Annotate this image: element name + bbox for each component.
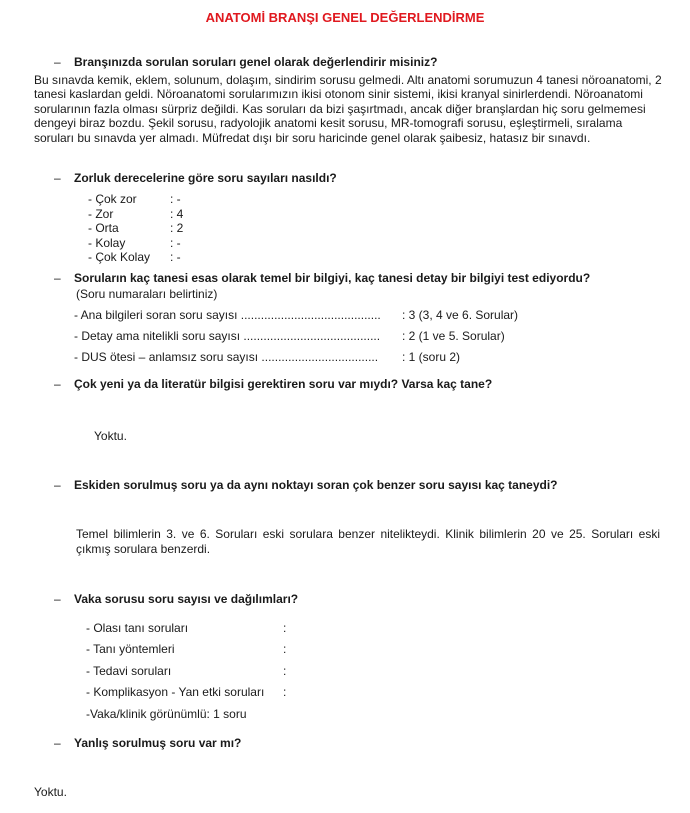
difficulty-label-easy: - Kolay bbox=[88, 236, 126, 250]
q3-note: (Soru numaraları belirtiniz) bbox=[76, 287, 218, 301]
beyond-dus-questions-value: : 1 (soru 2) bbox=[402, 350, 461, 364]
difficulty-value-hard: : 4 bbox=[170, 207, 184, 221]
difficulty-label-medium: - Orta bbox=[88, 221, 119, 235]
q1-answer: Bu sınavda kemik, eklem, solunum, dolaşım, sindirim sorusu gelmedi. Altı anatomi sorumuzun 4 tanesi nöroanatomi, 2 tanesi kaslardan geldi. Nöroanatomi sorularımızın ikisi otonom sinir sistemi, ikisi kranyal sinirlerdendi. Nöroanatomi sorularının fazla olması sürpriz değildi. Kas soruları da bizi şaşırtmadı, ancak diğer branşlardan hiç soru gelmemesi dengeyi biraz bozdu. Şekil sorusu, radyolojik anatomi kesit sorusu, MR-tomografi sorusu, eşleştirmeli, sıralama soruları bu sınavda yer almadı. Müfredat dışı bir soru haricinde genel olarak şaibesiz, hatasız bir sınavdı. bbox=[34, 73, 662, 145]
q6-dash: – bbox=[54, 592, 61, 606]
case-diagnosis-label: - Olası tanı soruları bbox=[86, 621, 189, 635]
q7-dash: – bbox=[54, 736, 61, 750]
q2-question: Zorluk derecelerine göre soru sayıları nasıldı? bbox=[74, 171, 337, 185]
detail-questions-label: - Detay ama nitelikli soru sayısı ......................................... bbox=[74, 329, 381, 343]
basic-questions-label: - Ana bilgileri soran soru sayısı .......................................... bbox=[74, 308, 381, 322]
case-complication-label: - Komplikasyon - Yan etki soruları bbox=[86, 685, 265, 699]
q3-dash: – bbox=[54, 271, 61, 285]
page-title: ANATOMİ BRANŞI GENEL DEĞERLENDİRME bbox=[205, 10, 485, 25]
q1-question: Branşınızda sorulan soruları genel olarak değerlendirir misiniz? bbox=[74, 55, 438, 69]
q3-question: Soruların kaç tanesi esas olarak temel bir bilgiyi, kaç tanesi detay bir bilgiyi test ediyordu? bbox=[74, 271, 591, 285]
q7-answer: Yoktu. bbox=[34, 785, 67, 799]
difficulty-label-hard: - Zor bbox=[88, 207, 114, 221]
case-treatment-label: - Tedavi soruları bbox=[86, 664, 172, 678]
q5-question: Eskiden sorulmuş soru ya da aynı noktayı soran çok benzer soru sayısı kaç taneydi? bbox=[74, 478, 558, 492]
q4-answer: Yoktu. bbox=[94, 429, 127, 443]
case-methods-value: : bbox=[283, 642, 287, 656]
case-clinical-appearance: -Vaka/klinik görünümlü: 1 soru bbox=[86, 707, 247, 721]
difficulty-label-very-easy: - Çok Kolay bbox=[88, 250, 151, 264]
difficulty-value-very-easy: : - bbox=[170, 250, 181, 264]
difficulty-value-easy: : - bbox=[170, 236, 181, 250]
basic-questions-value: : 3 (3, 4 ve 6. Sorular) bbox=[402, 308, 519, 322]
q5-dash: – bbox=[54, 478, 61, 492]
case-methods-label: - Tanı yöntemleri bbox=[86, 642, 175, 656]
beyond-dus-questions-label: - DUS ötesi – anlamsız soru sayısı ................................... bbox=[74, 350, 379, 364]
q4-question: Çok yeni ya da literatür bilgisi gerektiren soru var mıydı? Varsa kaç tane? bbox=[74, 377, 493, 391]
q2-dash: – bbox=[54, 171, 61, 185]
detail-questions-value: : 2 (1 ve 5. Sorular) bbox=[402, 329, 505, 343]
q7-question: Yanlış sorulmuş soru var mı? bbox=[74, 736, 242, 750]
case-treatment-value: : bbox=[283, 664, 287, 678]
difficulty-value-medium: : 2 bbox=[170, 221, 184, 235]
q5-answer: Temel bilimlerin 3. ve 6. Soruları eski sorulara benzer nitelikteydi. Klinik bilimlerin 20 ve 25. Soruları eski çıkmış sorulara benzerdi. bbox=[76, 527, 660, 557]
q6-question: Vaka sorusu soru sayısı ve dağılımları? bbox=[74, 592, 299, 606]
difficulty-value-very-hard: : - bbox=[170, 192, 181, 206]
case-diagnosis-value: : bbox=[283, 621, 287, 635]
q4-dash: – bbox=[54, 377, 61, 391]
q1-dash: – bbox=[54, 55, 61, 69]
difficulty-label-very-hard: - Çok zor bbox=[88, 192, 137, 206]
case-complication-value: : bbox=[283, 685, 287, 699]
